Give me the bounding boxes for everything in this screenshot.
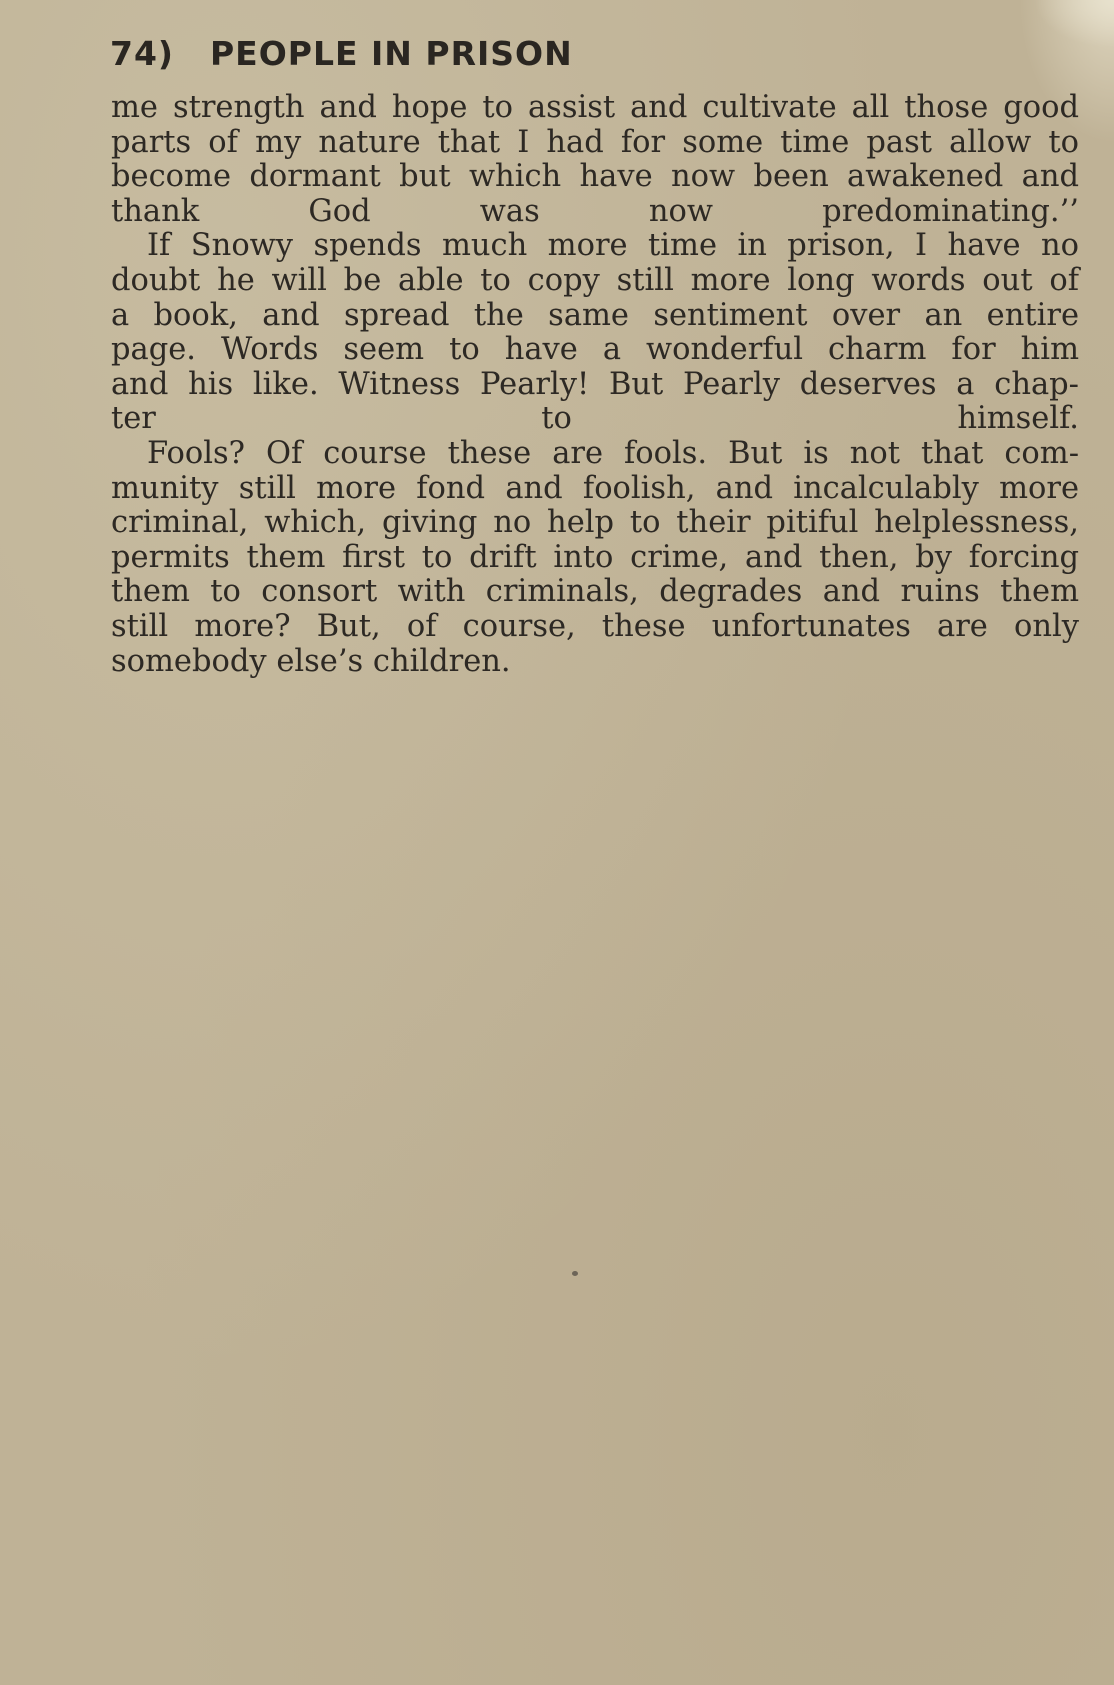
text-line: a book, and spread the same sentiment over an entire [111, 297, 1079, 333]
text-line: criminal, which, giving no help to their pitiful helplessness, [111, 505, 1079, 541]
paragraph-continuation [111, 91, 1079, 229]
ink-speck [572, 1271, 578, 1276]
paragraph-fools [111, 437, 1079, 679]
text-line: permits them first to drift into crime, and then, by forcing [111, 539, 1079, 575]
running-header [110, 34, 573, 73]
page-corner-highlight [1034, 0, 1114, 48]
text-line: somebody else’s children. [111, 643, 511, 679]
text-line: me strength and hope to assist and cultivate all those good [111, 90, 1079, 125]
text-line: still more? But, of course, these unfortunates are only [111, 608, 1079, 644]
paragraph-snowy [111, 229, 1079, 437]
text-line: Fools? Of course these are fools. But is not that com- [147, 435, 1079, 471]
text-line: become dormant but which have now been awakened and [111, 159, 1079, 195]
text-line: If Snowy spends much more time in prison, I have no [147, 228, 1079, 264]
body-text [111, 91, 1079, 679]
text-line: munity still more fond and foolish, and incalculably more [111, 470, 1079, 506]
text-line: doubt he will be able to copy still more long words out of [111, 262, 1079, 298]
book-title: PEOPLE IN PRISON [210, 34, 573, 73]
text-line: them to consort with criminals, degrades and ruins them [111, 574, 1079, 610]
page-number: 74) [110, 34, 175, 73]
text-line: and his like. Witness Pearly! But Pearly deserves a chap- [111, 366, 1079, 402]
text-line: page. Words seem to have a wonderful charm for him [111, 332, 1079, 368]
text-line: parts of my nature that I had for some time past allow to [111, 124, 1079, 160]
text-line: thank God was now predominating.’’ [111, 193, 1079, 229]
text-line: ter to himself. [111, 401, 1079, 437]
